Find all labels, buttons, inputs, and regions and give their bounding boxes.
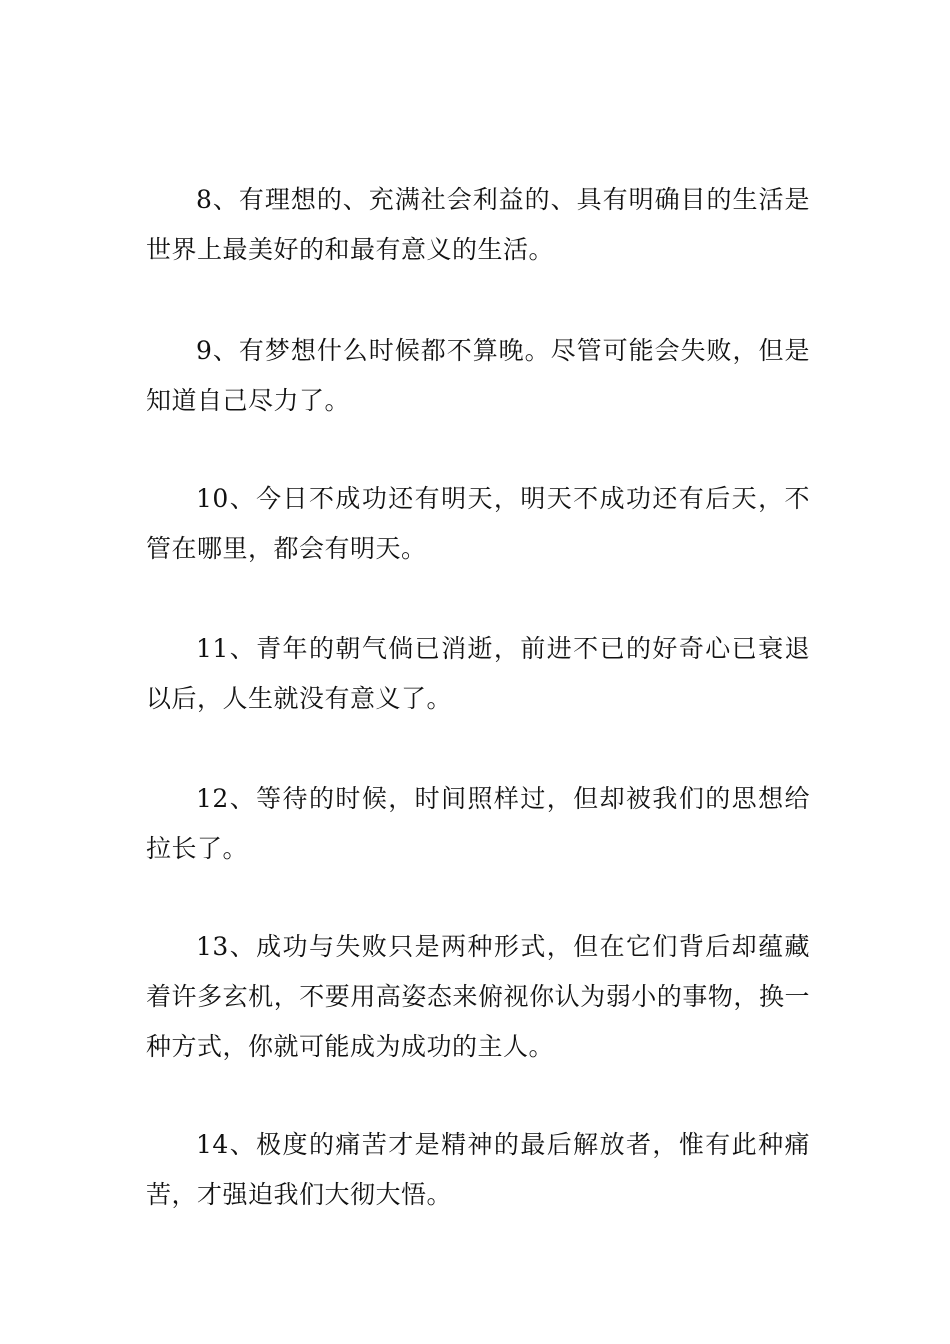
quote-paragraph-11: 11、青年的朝气倘已消逝，前进不已的好奇心已衰退以后，人生就没有意义了。 [146,634,810,713]
quote-paragraph-10: 10、今日不成功还有明天，明天不成功还有后天，不管在哪里，都会有明天。 [146,484,810,563]
quote-paragraph-9: 9、有梦想什么时候都不算晚。尽管可能会失败，但是知道自己尽力了。 [146,336,810,415]
quote-paragraph-8: 8、有理想的、充满社会利益的、具有明确目的生活是世界上最美好的和最有意义的生活。 [146,185,810,264]
quote-paragraph-12: 12、等待的时候，时间照样过，但却被我们的思想给拉长了。 [146,784,810,863]
quote-paragraph-13: 13、成功与失败只是两种形式，但在它们背后却蕴藏着许多玄机，不要用高姿态来俯视你认为弱小的事物，换一种方式，你就可能成为成功的主人。 [146,932,810,1061]
quote-paragraph-14: 14、极度的痛苦才是精神的最后解放者，惟有此种痛苦，才强迫我们大彻大悟。 [146,1130,810,1209]
